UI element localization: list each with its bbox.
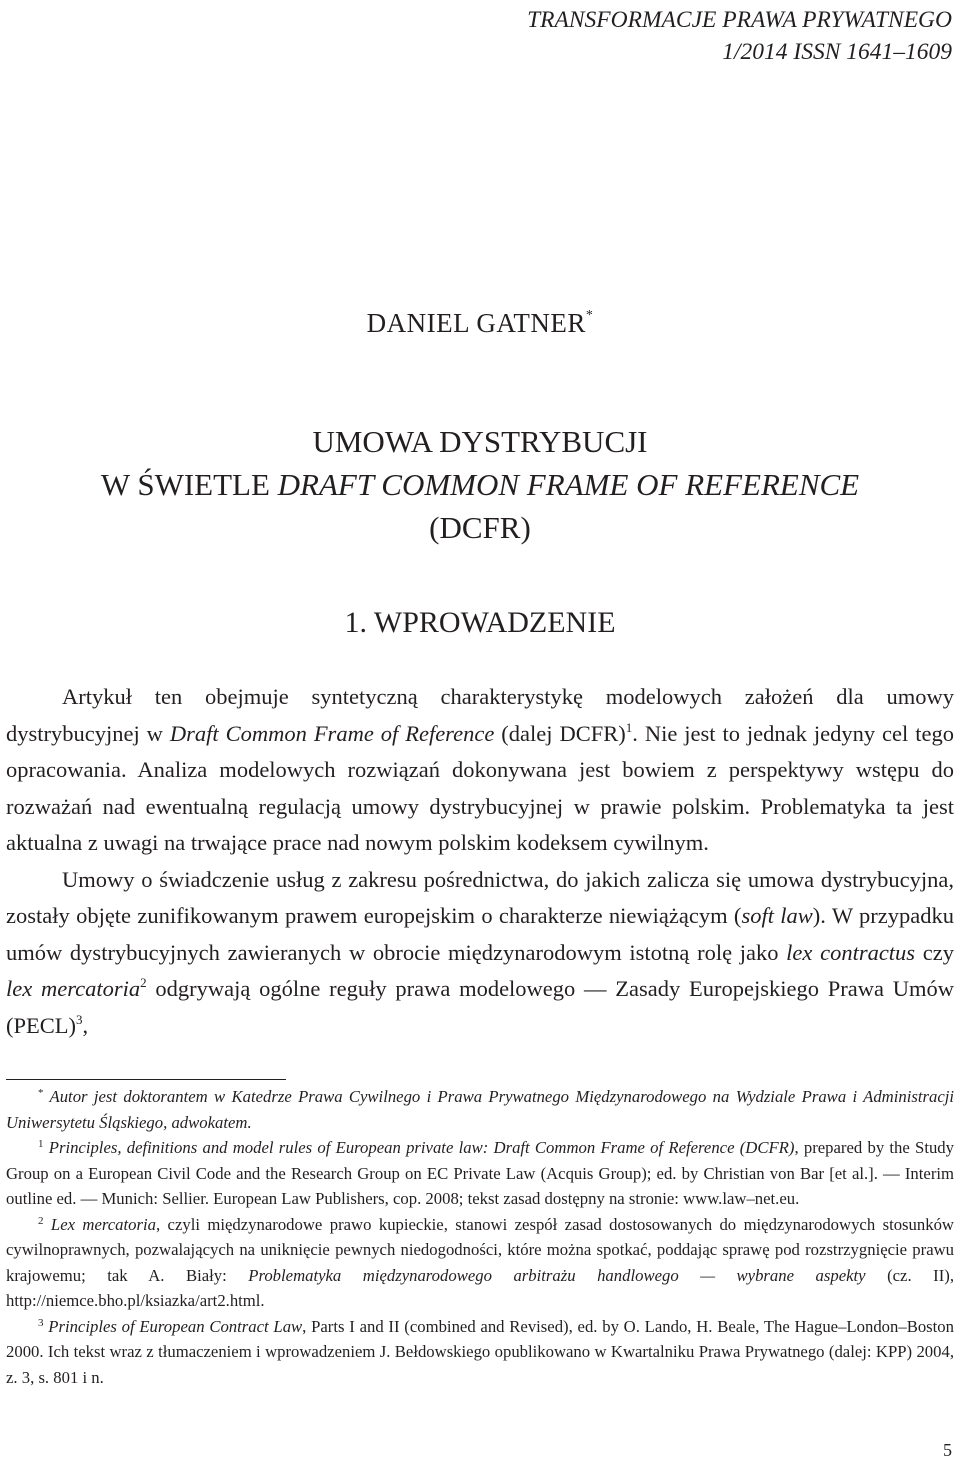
- footnote-ref-1[interactable]: 1: [625, 719, 633, 735]
- footnote-1-text: , prepared by the Study Group on a European Civil Code and the Research Group on EC Private Law (Acquis Group); ed. by Christian von Bar [et al.]. — Interim outline ed. — Munich: Sellier. European Law Publishers, cop. 2008; tekst zasad dostępny na stronie: www.law–net.eu.: [6, 1138, 954, 1208]
- footnote-2-text-2: (cz. II), http://niemce.bho.pl/ksiazka/art2.html.: [6, 1265, 955, 1310]
- p1-italic: Draft Common Frame of Reference: [169, 720, 495, 746]
- p2-italic-lex-mercatoria: lex mercatoria: [6, 976, 141, 1001]
- footnote-1: [6, 1135, 954, 1212]
- title-line-3: (DCFR): [429, 510, 531, 545]
- footnote-3-italic: Principles of European Contract Law: [43, 1316, 303, 1336]
- author-name: [0, 308, 960, 339]
- p1-text-c: . Nie jest to jednak jedyny cel tego opracowania. Analiza modelowych rozwiązań dokonywana jest bowiem z perspektywy wstępu do rozważań nad ewentualną regulacją umowy dystrybucyjnej w prawie polskim. Problematyka ta jest aktualna z uwagi na trwające prace nad nowym polskim kodeksem cywilnym.: [6, 720, 954, 855]
- p2-text-e: ,: [82, 1012, 89, 1038]
- footnote-2: [6, 1212, 954, 1314]
- title-line-1: UMOWA DYSTRYBUCJI: [312, 424, 648, 459]
- title-line-2-prefix: W ŚWIETLE: [100, 467, 278, 502]
- p2-text-b: ). W przypadku umów dystrybucyjnych zawieranych w obrocie międzynarodowym istotną rolę jako: [6, 903, 954, 965]
- footnote-divider: [6, 1079, 286, 1080]
- footnote-2-marker: 2: [38, 1214, 44, 1227]
- footnote-2-italic-1: Lex mercatoria: [43, 1214, 156, 1234]
- footnote-1-marker: 1: [38, 1138, 44, 1150]
- p2-italic-soft-law: soft law: [741, 903, 813, 928]
- section-heading: 1. WPROWADZENIE: [344, 606, 616, 639]
- author-name-text: DANIEL GATNER: [366, 308, 586, 338]
- body-text: [6, 679, 954, 1044]
- p2-text-c: czy: [915, 939, 954, 965]
- p2-text-d: odgrywają ogólne reguły prawa modelowego — Zasady Europejskiego Prawa Umów (PECL): [6, 976, 954, 1038]
- footnotes: [6, 1084, 954, 1390]
- page-number: 5: [943, 1440, 952, 1460]
- journal-issue: 1/2014 ISSN 1641–1609: [722, 39, 952, 65]
- p2-italic-lex-contractus: lex contractus: [786, 939, 916, 965]
- footnote-author: [6, 1084, 954, 1135]
- paragraph-2: [6, 862, 954, 1045]
- footnote-1-italic: Principles, definitions and model rules of European private law: Draft Common Frame of Reference (DCFR): [43, 1138, 795, 1157]
- footnote-3-text: , Parts I and II (combined and Revised), ed. by O. Lando, H. Beale, The Hague–London–Boston 2000. Ich tekst wraz z tłumaczeniem i wprowadzeniem J. Bełdowskiego opublikowano w Kwartalniku Prawa Prywatnego (dalej: KPP) 2004, z. 3, s. 801 i n.: [6, 1316, 954, 1387]
- footnote-ref-2[interactable]: 2: [140, 975, 147, 990]
- footnote-3: [6, 1314, 954, 1391]
- p1-text-a: Artykuł ten obejmuje syntetyczną charakterystykę modelowych założeń dla umowy dystrybucyjnej w: [6, 684, 954, 746]
- p1-text-b: (dalej DCFR): [494, 720, 626, 746]
- footnote-2-text-1: , czyli międzynarodowe prawo kupieckie, stanowi zespół zasad dostosowanych do międzynarodowych stosunków cywilnoprawnych, pozwalających na uniknięcie pewnych niedogodności, które można spotkać, poddając sprawę pod rozstrzygnięcie prawu krajowemu; tak A. Biały:: [6, 1214, 954, 1285]
- paragraph-1: [6, 679, 954, 862]
- p2-text-a: Umowy o świadczenie usług z zakresu pośrednictwa, do jakich zalicza się umowa dystrybucyjna, zostały objęte zunifikowanym prawem europejskim o charakterze niewiążącym (: [6, 866, 954, 928]
- footnote-3-marker: 3: [38, 1316, 44, 1329]
- footnote-2-italic-2: Problematyka międzynarodowego arbitrażu handlowego — wybrane aspekty: [248, 1265, 866, 1285]
- article-title: [0, 420, 960, 549]
- journal-title: TRANSFORMACJE PRAWA PRYWATNEGO: [527, 7, 952, 33]
- footnote-author-text: Autor jest doktorantem w Katedrze Prawa Cywilnego i Prawa Prywatnego Międzynarodowego na Wydziale Prawa i Administracji Uniwersytetu Śląskiego, adwokatem.: [6, 1087, 954, 1132]
- author-footnote-marker[interactable]: *: [585, 308, 594, 323]
- footnote-ref-3[interactable]: 3: [76, 1011, 83, 1027]
- title-line-2: [0, 463, 960, 506]
- footnote-author-marker: *: [38, 1087, 44, 1099]
- journal-header: [527, 4, 952, 68]
- title-line-2-italic: DRAFT COMMON FRAME OF REFERENCE: [277, 467, 860, 502]
